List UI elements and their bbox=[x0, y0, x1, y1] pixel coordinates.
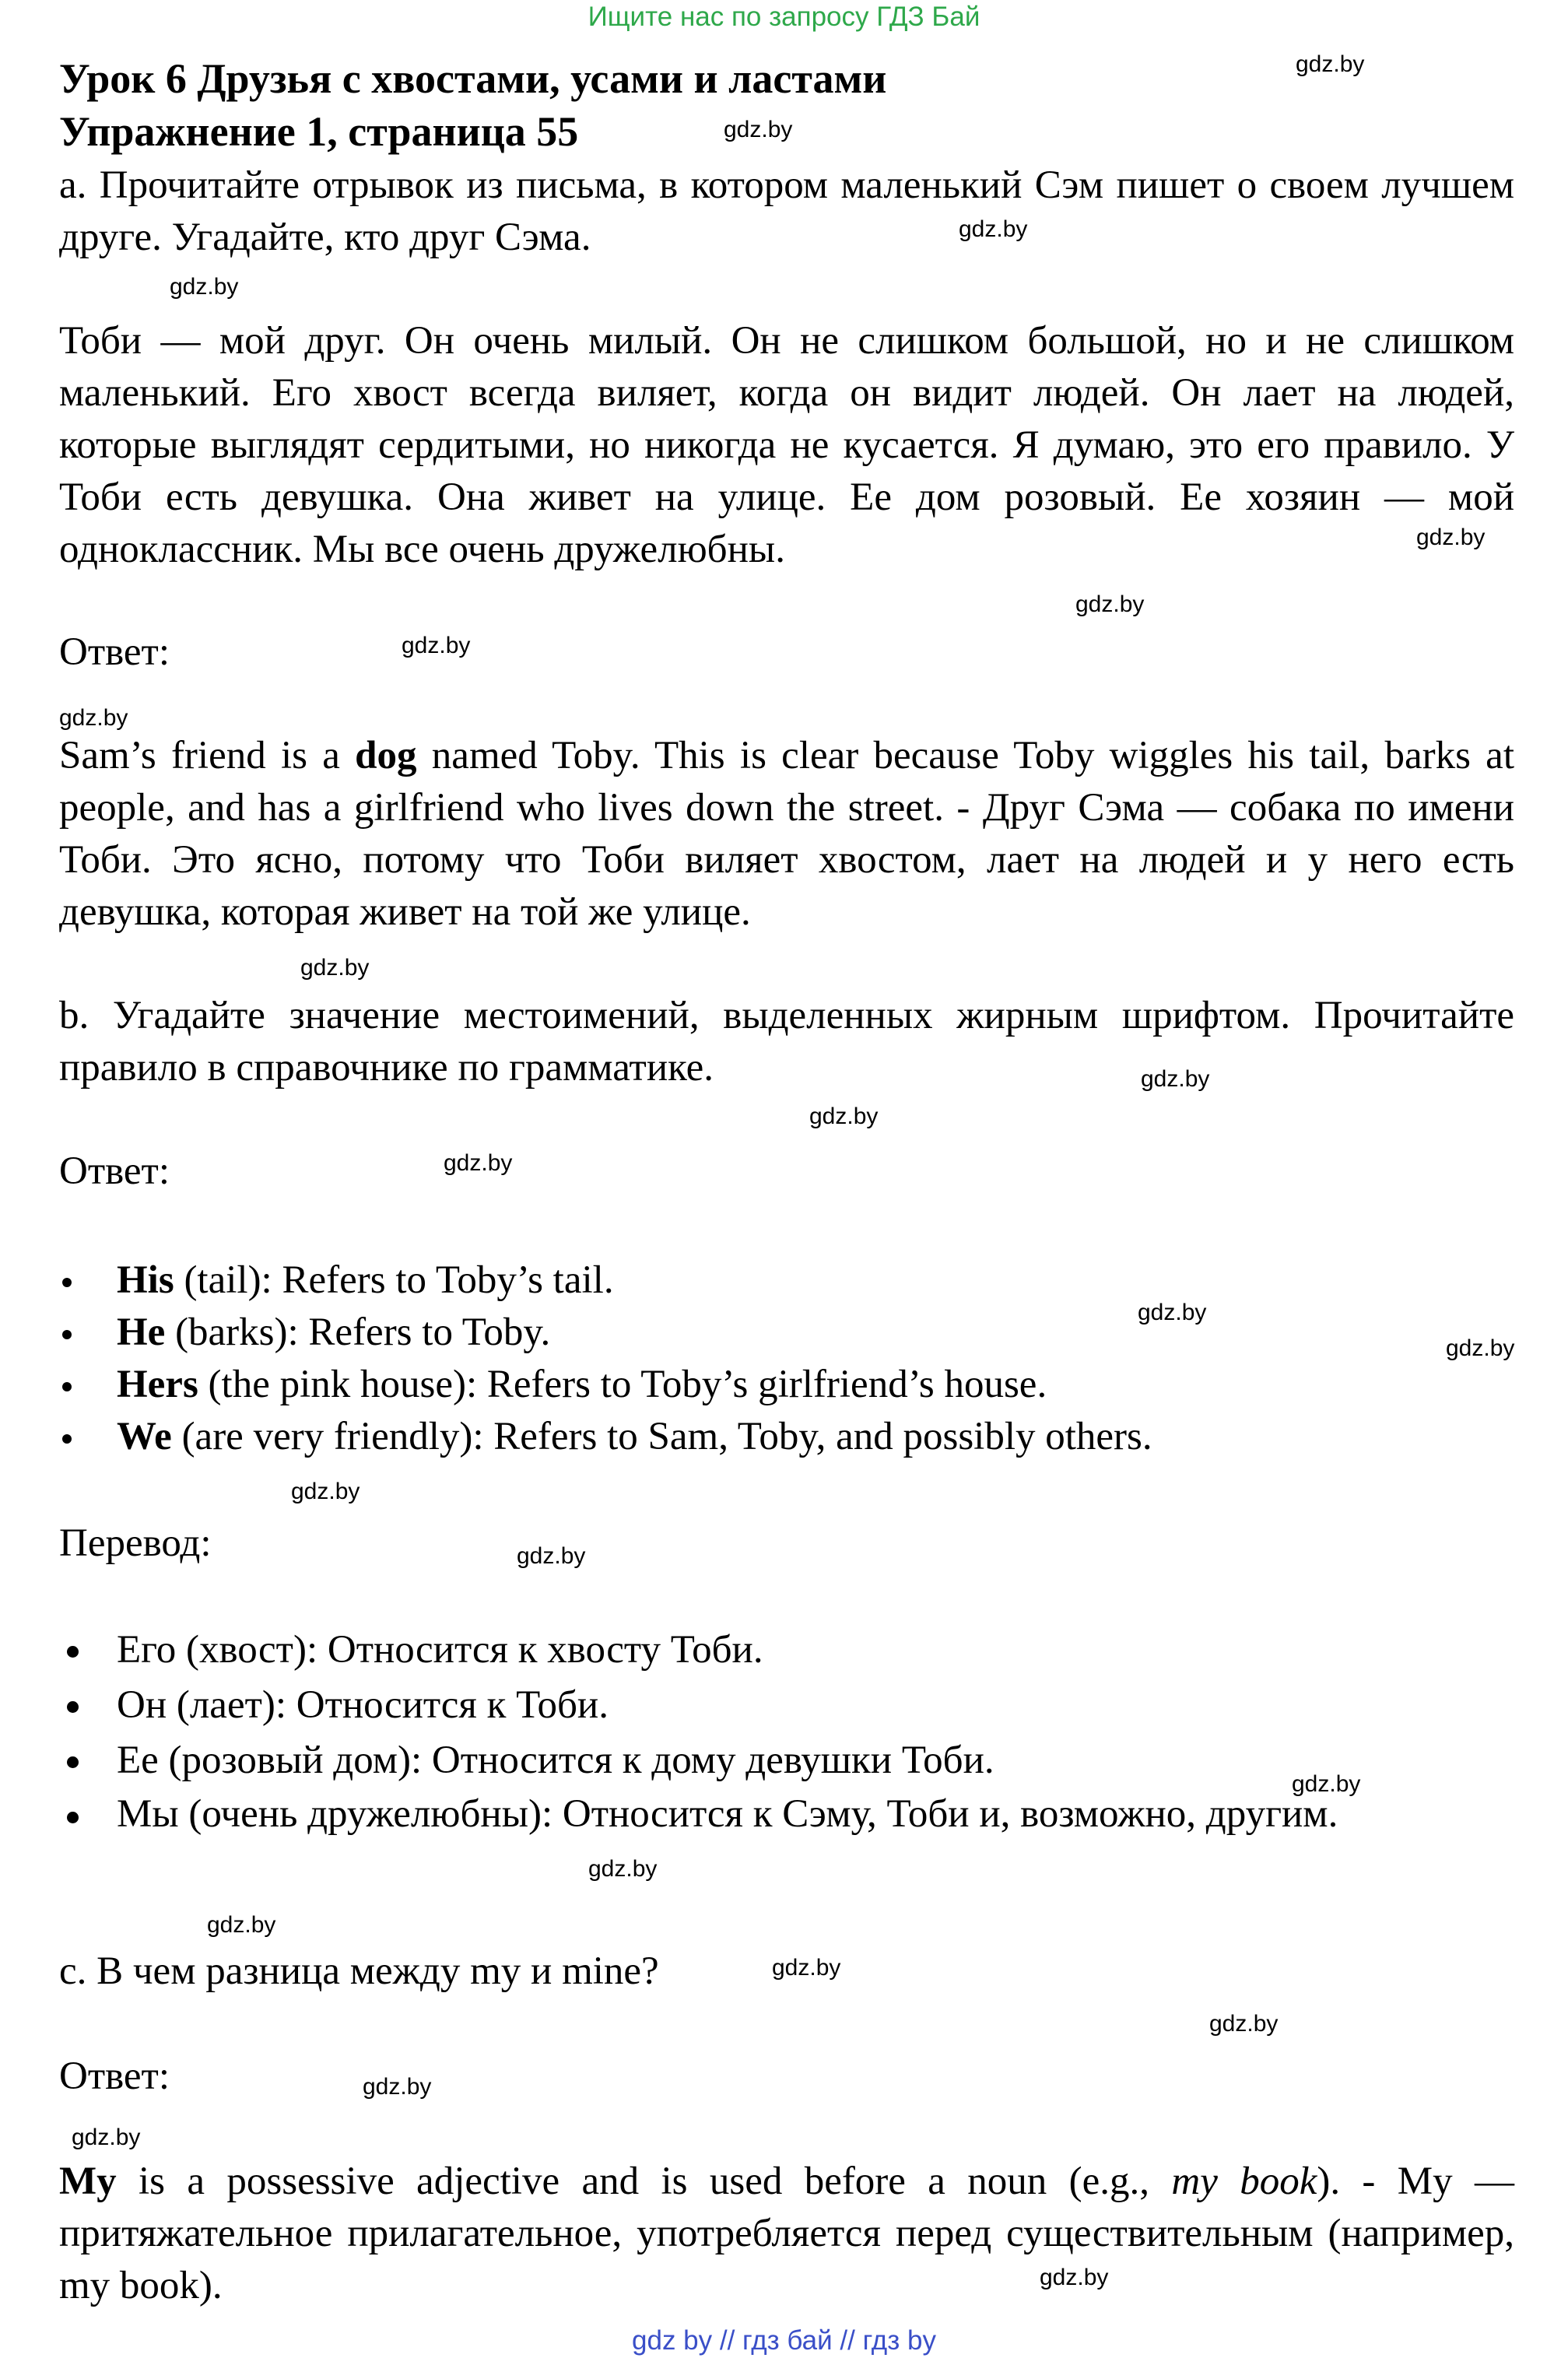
footer-links[interactable]: gdz by // гдз бай // гдз by bbox=[632, 2325, 936, 2356]
bullet-icon bbox=[62, 1434, 72, 1444]
pronoun-text: (are very friendly): Refers to Sam, Toby, and possibly others. bbox=[171, 1415, 1152, 1458]
watermark: gdz.by bbox=[1075, 591, 1145, 617]
task-b-answer-label: Ответ: bbox=[59, 1149, 170, 1193]
watermark: gdz.by bbox=[517, 1543, 586, 1569]
watermark: gdz.by bbox=[1040, 2265, 1109, 2290]
watermark: gdz.by bbox=[170, 274, 239, 300]
task-a-answer-label: Ответ: bbox=[59, 630, 170, 674]
task-c-answer bbox=[59, 2156, 1514, 2312]
list-item bbox=[0, 1254, 1514, 1307]
translation-text: Мы (очень дружелюбны): Относится к Сэму, Тоби и, возможно, другим. bbox=[117, 1792, 1338, 1836]
bullet-icon bbox=[62, 1278, 72, 1287]
watermark: gdz.by bbox=[1416, 525, 1486, 550]
task-a-letter: Тоби — мой друг. Он очень милый. Он не слишком большой, но и не слишком маленький. Его хвост всегда виляет, когда он видит людей. Он лает на людей, которые выглядят сердитыми, но никогда не кусается. Я думаю, это его правило. У Тоби есть девушка. Она живет на улице. Ее дом розовый. Ее хозяин — мой одноклассник. Мы все очень дружелюбны. bbox=[59, 319, 1514, 571]
answer-bold-dog: dog bbox=[355, 734, 417, 777]
translation-text: Он (лает): Относится к Тоби. bbox=[117, 1683, 609, 1727]
watermark: gdz.by bbox=[809, 1104, 879, 1129]
watermark: gdz.by bbox=[402, 633, 471, 658]
watermark: gdz.by bbox=[72, 2125, 141, 2150]
list-item bbox=[0, 1623, 1514, 1678]
bullet-icon bbox=[67, 1646, 79, 1658]
watermark: gdz.by bbox=[1296, 51, 1365, 77]
watermark: gdz.by bbox=[772, 1955, 841, 1981]
bullet-icon bbox=[67, 1701, 79, 1713]
list-item bbox=[0, 1733, 1514, 1788]
answer-italic: my book bbox=[1171, 2160, 1317, 2203]
translation-text: Ее (розовый дом): Относится к дому девушки Тоби. bbox=[117, 1739, 994, 1782]
pronoun-text: (the pink house): Refers to Toby’s girlfriend’s house. bbox=[198, 1363, 1047, 1406]
watermark: gdz.by bbox=[1292, 1771, 1361, 1797]
bullet-icon bbox=[62, 1382, 72, 1391]
watermark: gdz.by bbox=[207, 1912, 276, 1938]
list-item bbox=[0, 1359, 1514, 1411]
task-c-answer-label: Ответ: bbox=[59, 2054, 170, 2098]
answer-part1: is a possessive adjective and is used before a noun (e.g., bbox=[116, 2160, 1172, 2203]
task-a-instruction: a. Прочитайте отрывок из письма, в котором маленький Сэм пишет о своем лучшем друге. Угадайте, кто друг Сэма. bbox=[59, 163, 1514, 259]
watermark: gdz.by bbox=[1141, 1066, 1210, 1092]
list-item bbox=[0, 1788, 1514, 1840]
exercise-title: Упражнение 1, страница 55 bbox=[59, 108, 579, 155]
watermark: gdz.by bbox=[300, 955, 370, 981]
watermark: gdz.by bbox=[291, 1479, 360, 1504]
pronoun-bold: We bbox=[117, 1415, 172, 1458]
watermark: gdz.by bbox=[724, 117, 793, 142]
watermark: gdz.by bbox=[363, 2074, 432, 2100]
watermark: gdz.by bbox=[1446, 1335, 1515, 1361]
watermark: gdz.by bbox=[959, 216, 1028, 242]
translation-text: Его (хвост): Относится к хвосту Тоби. bbox=[117, 1628, 763, 1672]
lesson-title: Урок 6 Друзья с хвостами, усами и ластами bbox=[59, 55, 887, 102]
list-item bbox=[0, 1307, 1514, 1359]
task-a-answer bbox=[59, 730, 1514, 939]
list-item bbox=[0, 1411, 1514, 1463]
answer-bold-my: My bbox=[59, 2160, 117, 2203]
watermark: gdz.by bbox=[588, 1856, 658, 1882]
answer-part2: ). - My — притяжательное прилагательное, употребляется перед существительным (например, my book). bbox=[59, 2160, 1514, 2307]
pronoun-bold: He bbox=[117, 1311, 166, 1354]
top-banner[interactable]: Ищите нас по запросу ГДЗ Бай bbox=[588, 2, 980, 32]
translation-list bbox=[0, 1623, 1514, 1840]
list-item bbox=[0, 1678, 1514, 1733]
answer-prefix: Sam’s friend is a bbox=[59, 734, 356, 777]
task-b-instruction: b. Угадайте значение местоимений, выделенных жирным шрифтом. Прочитайте правило в справочнике по грамматике. bbox=[59, 994, 1514, 1090]
pronoun-bold: His bbox=[117, 1258, 174, 1302]
watermark: gdz.by bbox=[59, 705, 128, 731]
answer-rest: named Toby. This is clear because Toby wiggles his tail, barks at people, and has a girlfriend who lives down the street. - Друг Сэма — собака по имени Тоби. Это ясно, потому что Тоби виляет хвостом, лает на людей и у него есть девушка, которая живет на той же улице. bbox=[59, 734, 1514, 934]
bullet-icon bbox=[62, 1330, 72, 1339]
bullet-icon bbox=[67, 1812, 79, 1823]
watermark: gdz.by bbox=[1138, 1300, 1207, 1325]
pronoun-text: (barks): Refers to Toby. bbox=[165, 1311, 551, 1354]
watermark: gdz.by bbox=[444, 1150, 513, 1176]
bullet-icon bbox=[67, 1756, 79, 1768]
pronoun-text: (tail): Refers to Toby’s tail. bbox=[174, 1258, 614, 1302]
translation-label: Перевод: bbox=[59, 1521, 212, 1565]
pronoun-list bbox=[0, 1254, 1514, 1463]
watermark: gdz.by bbox=[1209, 2011, 1279, 2037]
task-c-instruction: c. В чем разница между my и mine? bbox=[59, 1949, 659, 1993]
pronoun-bold: Hers bbox=[117, 1363, 198, 1406]
